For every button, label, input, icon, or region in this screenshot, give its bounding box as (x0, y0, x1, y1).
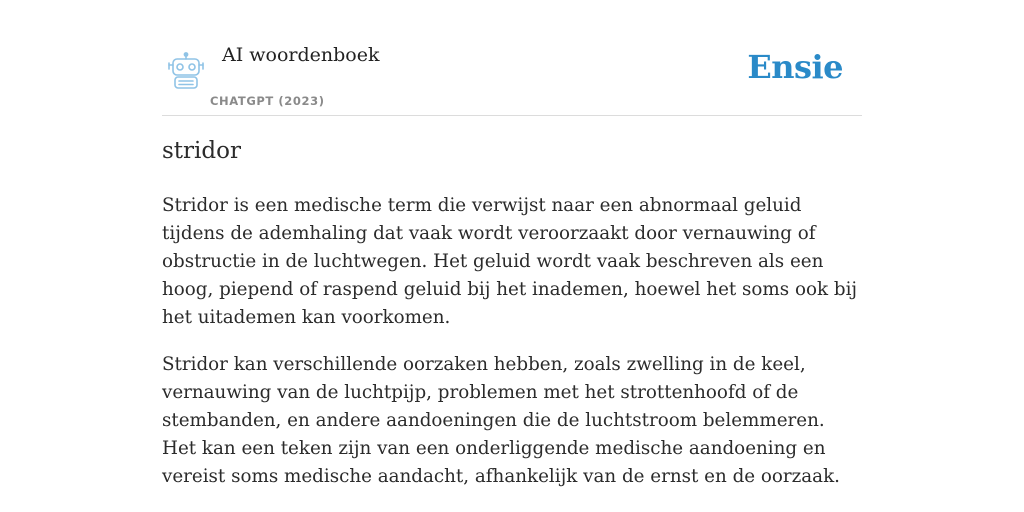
card-header (162, 0, 862, 116)
definition-body (162, 192, 862, 510)
ensie-logo[interactable]: Ensie (747, 48, 843, 86)
dictionary-card (162, 0, 862, 512)
term-title: stridor (162, 138, 241, 164)
definition-paragraph-2: Stridor kan verschillende oorzaken hebben, zoals zwelling in de keel, vernauwing van de luchtpijp, problemen met het strottenhoofd of de stembanden, en andere aandoeningen die de luchtstroom belemmeren. Het kan een teken zijn van een onderliggende medische aandoening en vereist soms medische aandacht, afhankelijk van de ernst en de oorzaak. (162, 354, 840, 487)
dictionary-title[interactable]: AI woordenboek (222, 44, 380, 66)
definition-paragraph-1: Stridor is een medische term die verwijst naar een abnormaal geluid tijdens de ademhaling dat vaak wordt veroorzaakt door vernauwing of obstructie in de luchtwegen. Het geluid wordt vaak beschreven als een hoog, piepend of raspend geluid bij het inademen, hoewel het soms ook bij het uitademen kan voorkomen. (162, 195, 858, 328)
source-label: CHATGPT (2023) (210, 94, 325, 108)
robot-icon (166, 52, 206, 90)
